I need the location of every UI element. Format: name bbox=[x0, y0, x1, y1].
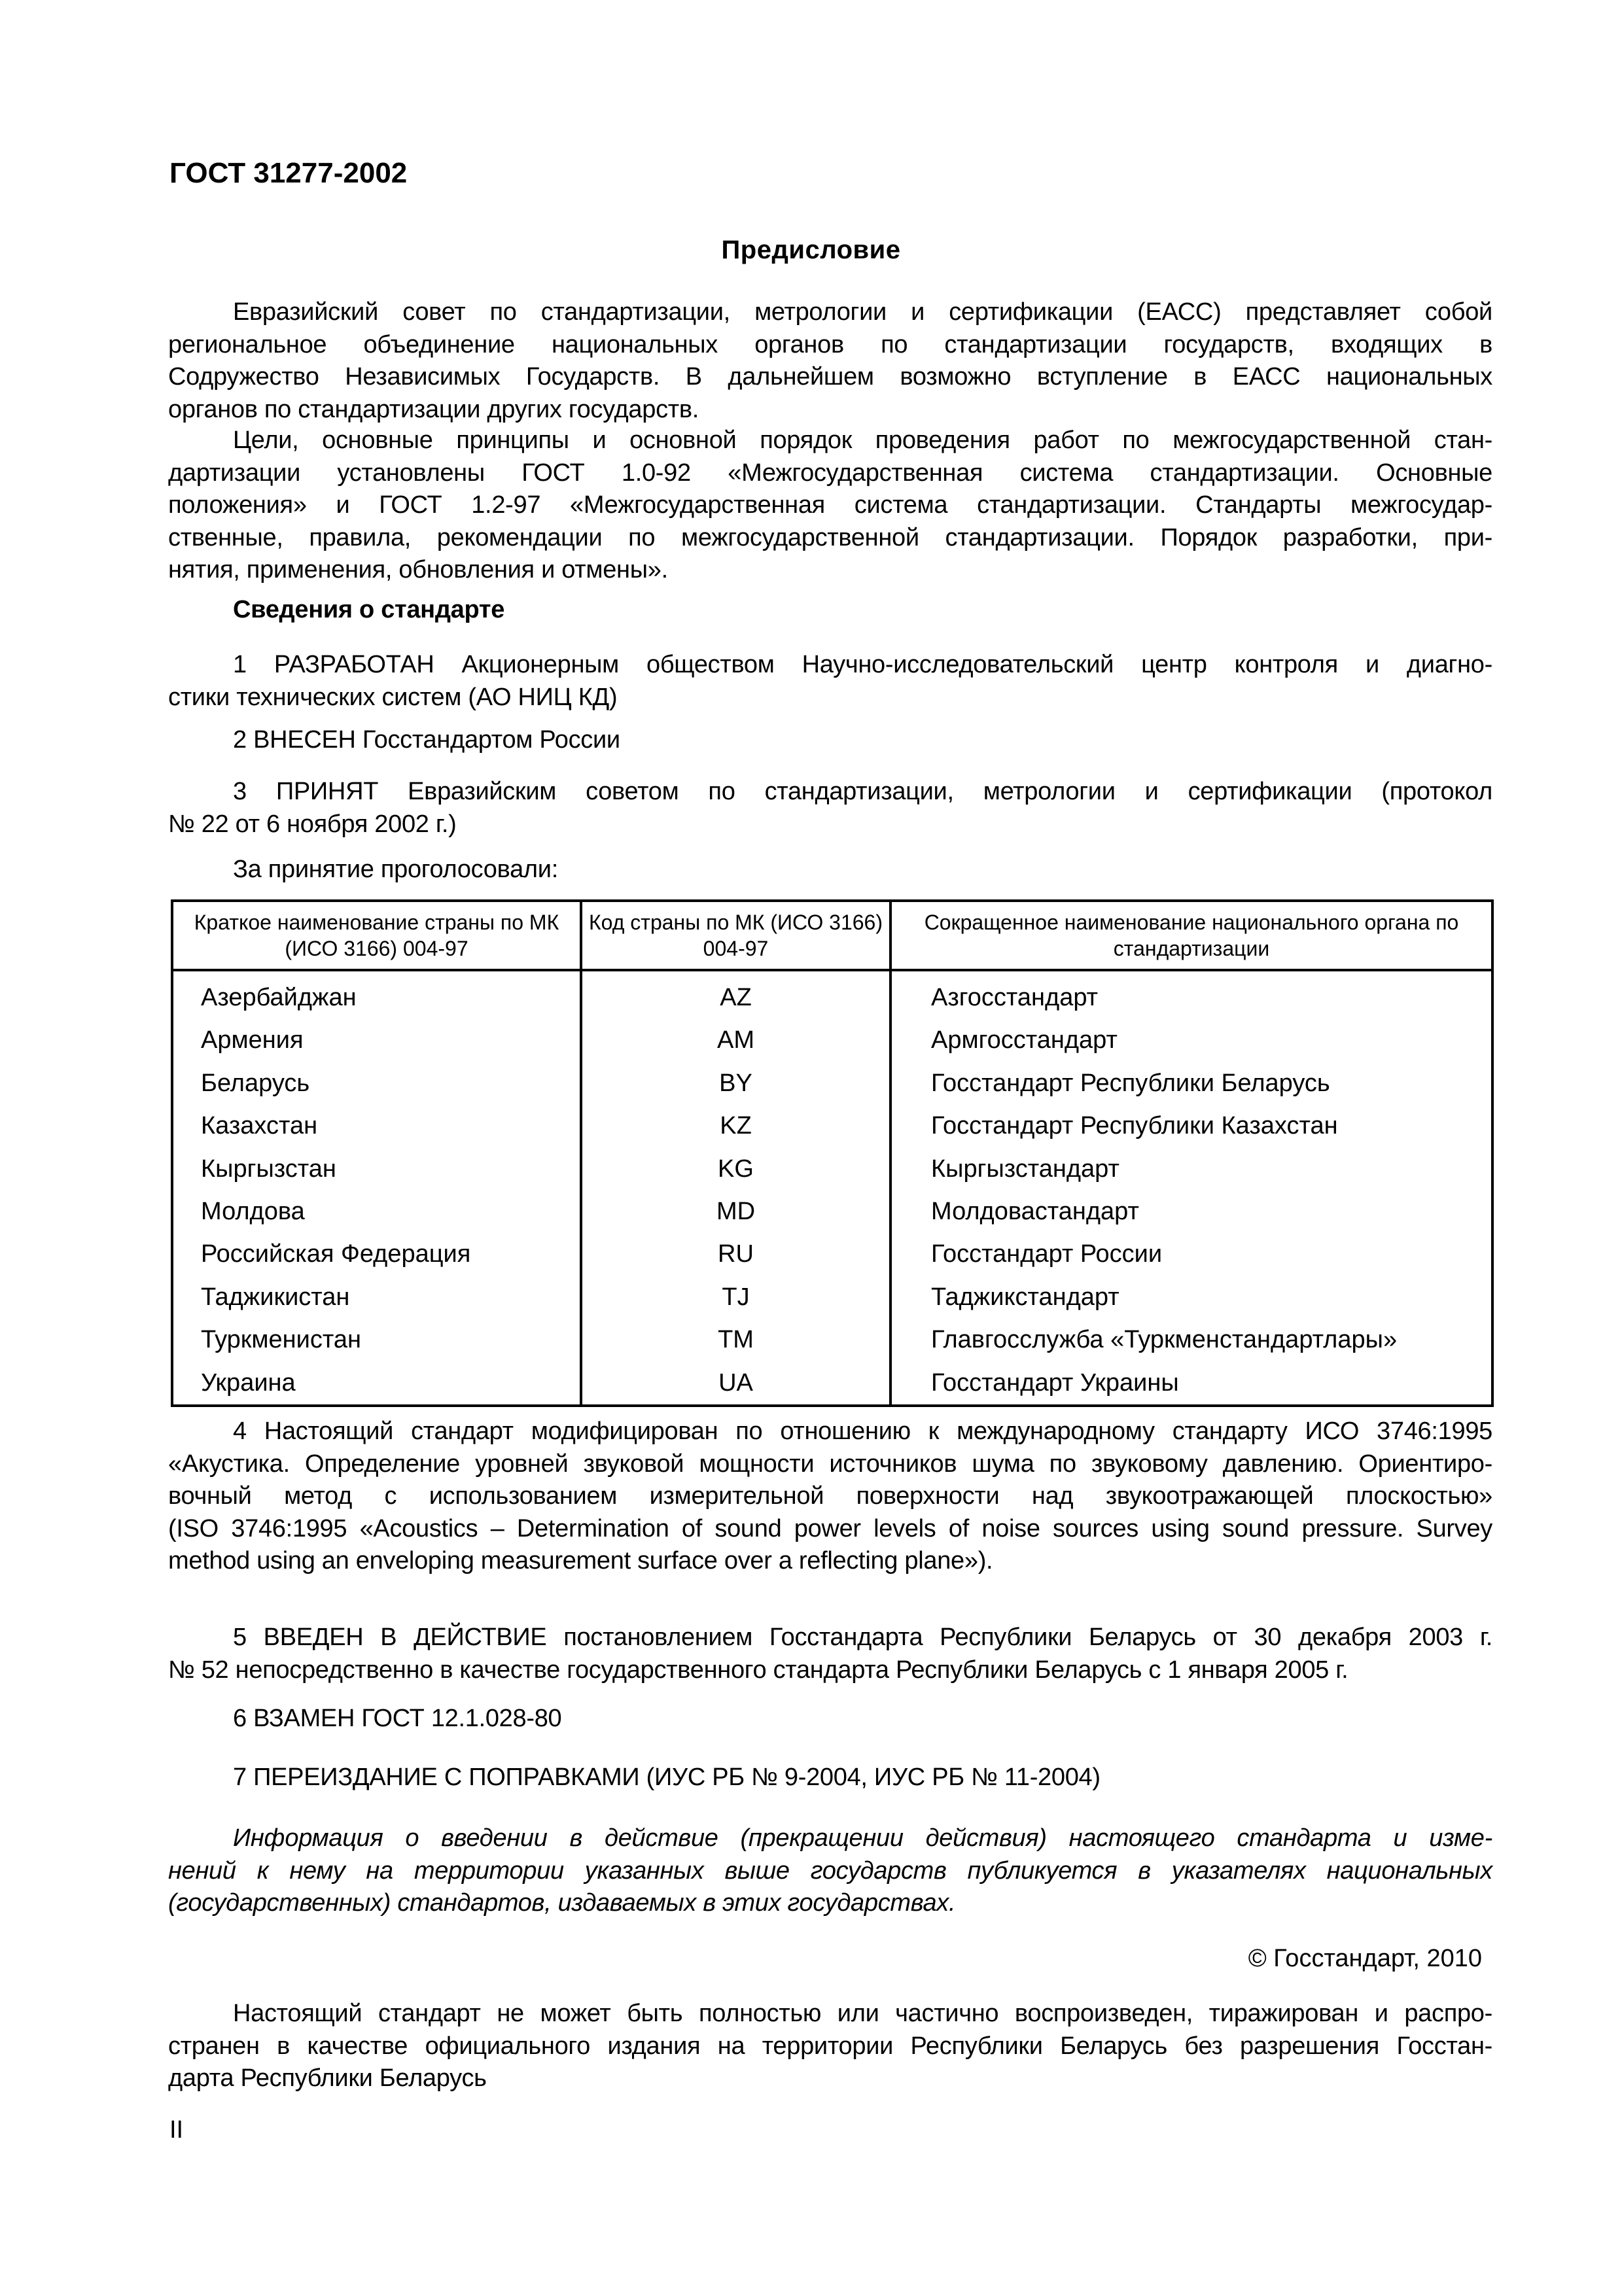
country-name-cell: Таджикистан bbox=[172, 1276, 581, 1319]
country-code-cell: TJ bbox=[581, 1276, 890, 1319]
text-line: стики технических систем (АО НИЦ КД) bbox=[168, 683, 618, 711]
text-line: Настоящий стандарт не может быть полностью или частично воспроизведен, тиражирован и распро- bbox=[233, 2000, 1492, 2027]
text-line: региональное объединение национальных органов по стандартизации государств, входящих в bbox=[168, 330, 1492, 358]
standards-body-cell: Таджикстандарт bbox=[890, 1276, 1492, 1319]
text-line: Содружество Независимых Государств. В дальнейшем возможно вступление в ЕАСС национальных bbox=[168, 363, 1492, 391]
standards-body-cell: Армгосстандарт bbox=[890, 1019, 1492, 1062]
text-line: нятия, применения, обновления и отмены». bbox=[168, 556, 668, 583]
country-code-cell: MD bbox=[581, 1191, 890, 1233]
document-code: ГОСТ 31277-2002 bbox=[169, 157, 408, 189]
text-line: Евразийский совет по стандартизации, метрологии и сертификации (ЕАСС) представляет собой bbox=[233, 298, 1492, 326]
rights-paragraph bbox=[168, 1998, 1492, 2095]
standard-info-heading bbox=[233, 594, 1557, 627]
text-line: «Акустика. Определение уровней звуковой мощности источников шума по звуковому давлению. Ориентиро- bbox=[168, 1450, 1492, 1478]
country-code-cell: AZ bbox=[581, 970, 890, 1019]
country-code-cell: KG bbox=[581, 1148, 890, 1191]
text-line: Цели, основные принципы и основной порядок проведения работ по межгосударственной стан- bbox=[233, 426, 1492, 454]
copyright: © Госстандарт, 2010 bbox=[1248, 1945, 1482, 1972]
text-line: За принятие проголосовали: bbox=[233, 856, 558, 883]
standards-body-cell: Госстандарт Республики Казахстан bbox=[890, 1105, 1492, 1147]
text-line: дартизации установлены ГОСТ 1.0-92 «Межгосударственная система стандартизации. Основные bbox=[168, 459, 1492, 487]
info-item-1 bbox=[168, 649, 1492, 714]
text-line: Сведения о стандарте bbox=[233, 596, 505, 623]
country-name-cell: Азербайджан bbox=[172, 970, 581, 1019]
text-line: нений к нему на территории указанных выше государств публикуется в указателях национальных bbox=[168, 1856, 1492, 1885]
country-name-cell: Армения bbox=[172, 1019, 581, 1062]
text-line: органов по стандартизации других государств. bbox=[168, 395, 699, 423]
table-row bbox=[172, 1191, 1492, 1233]
standards-body-cell: Госстандарт Республики Беларусь bbox=[890, 1062, 1492, 1105]
table-row bbox=[172, 1319, 1492, 1361]
foreword-paragraph-2 bbox=[168, 425, 1492, 587]
standards-body-cell: Кыргызстандарт bbox=[890, 1148, 1492, 1191]
voting-countries-table bbox=[171, 899, 1494, 1407]
country-name-cell: Молдова bbox=[172, 1191, 581, 1233]
notice-paragraph bbox=[168, 1822, 1492, 1920]
info-item-2 bbox=[233, 724, 1557, 757]
text-line: вочный метод с использованием измерительной поверхности над звукоотражающей плоскостью» bbox=[168, 1482, 1492, 1510]
text-line: 1 РАЗРАБОТАН Акционерным обществом Научно-исследовательский центр контроля и диагно- bbox=[233, 651, 1492, 678]
info-item-4 bbox=[168, 1416, 1492, 1578]
header-country-code: Код страны по МК (ИСО 3166) 004-97 bbox=[581, 901, 890, 970]
country-name-cell: Беларусь bbox=[172, 1062, 581, 1105]
country-name-cell: Украина bbox=[172, 1362, 581, 1406]
info-item-7 bbox=[233, 1762, 1557, 1794]
table-row bbox=[172, 1105, 1492, 1147]
header-country-name: Краткое наименование страны по МК (ИСО 3166) 004-97 bbox=[172, 901, 581, 970]
text-line: № 52 непосредственно в качестве государственного стандарта Республики Беларусь с 1 января 2005 г. bbox=[168, 1656, 1349, 1684]
country-code-cell: RU bbox=[581, 1233, 890, 1276]
country-code-cell: AM bbox=[581, 1019, 890, 1062]
table-row bbox=[172, 1362, 1492, 1406]
text-line: дарта Республики Беларусь bbox=[168, 2064, 487, 2092]
text-line: странен в качестве официального издания на территории Республики Беларусь без разрешения Госстан- bbox=[168, 2032, 1492, 2060]
text-line: 5 ВВЕДЕН В ДЕЙСТВИЕ постановлением Госстандарта Республики Беларусь от 30 декабря 2003 г. bbox=[233, 1624, 1492, 1651]
text-line: № 22 от 6 ноября 2002 г.) bbox=[168, 810, 457, 838]
table-row bbox=[172, 1233, 1492, 1276]
voted-label bbox=[233, 854, 1557, 886]
text-line: положения» и ГОСТ 1.2-97 «Межгосударственная система стандартизации. Стандарты межгосудар- bbox=[168, 491, 1492, 519]
info-item-3 bbox=[168, 776, 1492, 841]
country-name-cell: Туркменистан bbox=[172, 1319, 581, 1361]
table-row bbox=[172, 970, 1492, 1019]
table-row bbox=[172, 1148, 1492, 1191]
text-line: ственные, правила, рекомендации по межгосударственной стандартизации. Порядок разработки, при- bbox=[168, 523, 1492, 551]
table-header-row bbox=[172, 901, 1492, 970]
text-line: 7 ПЕРЕИЗДАНИЕ С ПОПРАВКАМИ (ИУС РБ № 9-2004, ИУС РБ № 11-2004) bbox=[233, 1764, 1101, 1791]
info-item-5 bbox=[168, 1622, 1492, 1686]
page-number: II bbox=[169, 2116, 184, 2144]
info-item-6 bbox=[233, 1703, 1557, 1735]
country-name-cell: Казахстан bbox=[172, 1105, 581, 1147]
country-code-cell: TM bbox=[581, 1319, 890, 1361]
text-line: method using an enveloping measurement surface over a reflecting plane»). bbox=[168, 1547, 993, 1574]
text-line: (государственных) стандартов, издаваемых в этих государствах. bbox=[168, 1889, 956, 1917]
header-standards-body: Сокращенное наименование национального органа по стандартизации bbox=[890, 901, 1492, 970]
standards-body-cell: Молдовастандарт bbox=[890, 1191, 1492, 1233]
foreword-paragraph-1 bbox=[168, 296, 1492, 426]
foreword-title: Предисловие bbox=[721, 235, 901, 264]
text-line: 3 ПРИНЯТ Евразийским советом по стандартизации, метрологии и сертификации (протокол bbox=[233, 778, 1492, 805]
country-name-cell: Российская Федерация bbox=[172, 1233, 581, 1276]
text-line: Информация о введении в действие (прекращении действия) настоящего стандарта и изме- bbox=[233, 1824, 1492, 1852]
table-row bbox=[172, 1062, 1492, 1105]
text-line: (ISO 3746:1995 «Acoustics – Determination of sound power levels of noise sources using sound pressure. Survey bbox=[168, 1514, 1492, 1542]
country-code-cell: UA bbox=[581, 1362, 890, 1406]
text-line: 2 ВНЕСЕН Госстандартом России bbox=[233, 726, 620, 754]
standards-body-cell: Азгосстандарт bbox=[890, 970, 1492, 1019]
text-line: 4 Настоящий стандарт модифицирован по отношению к международному стандарту ИСО 3746:1995 bbox=[233, 1418, 1492, 1445]
standards-body-cell: Госстандарт России bbox=[890, 1233, 1492, 1276]
country-code-cell: KZ bbox=[581, 1105, 890, 1147]
standards-body-cell: Главгосслужба «Туркменстандартлары» bbox=[890, 1319, 1492, 1361]
text-line: 6 ВЗАМЕН ГОСТ 12.1.028-80 bbox=[233, 1705, 562, 1732]
table-row bbox=[172, 1019, 1492, 1062]
country-code-cell: BY bbox=[581, 1062, 890, 1105]
table-row bbox=[172, 1276, 1492, 1319]
country-name-cell: Кыргызстан bbox=[172, 1148, 581, 1191]
standards-body-cell: Госстандарт Украины bbox=[890, 1362, 1492, 1406]
